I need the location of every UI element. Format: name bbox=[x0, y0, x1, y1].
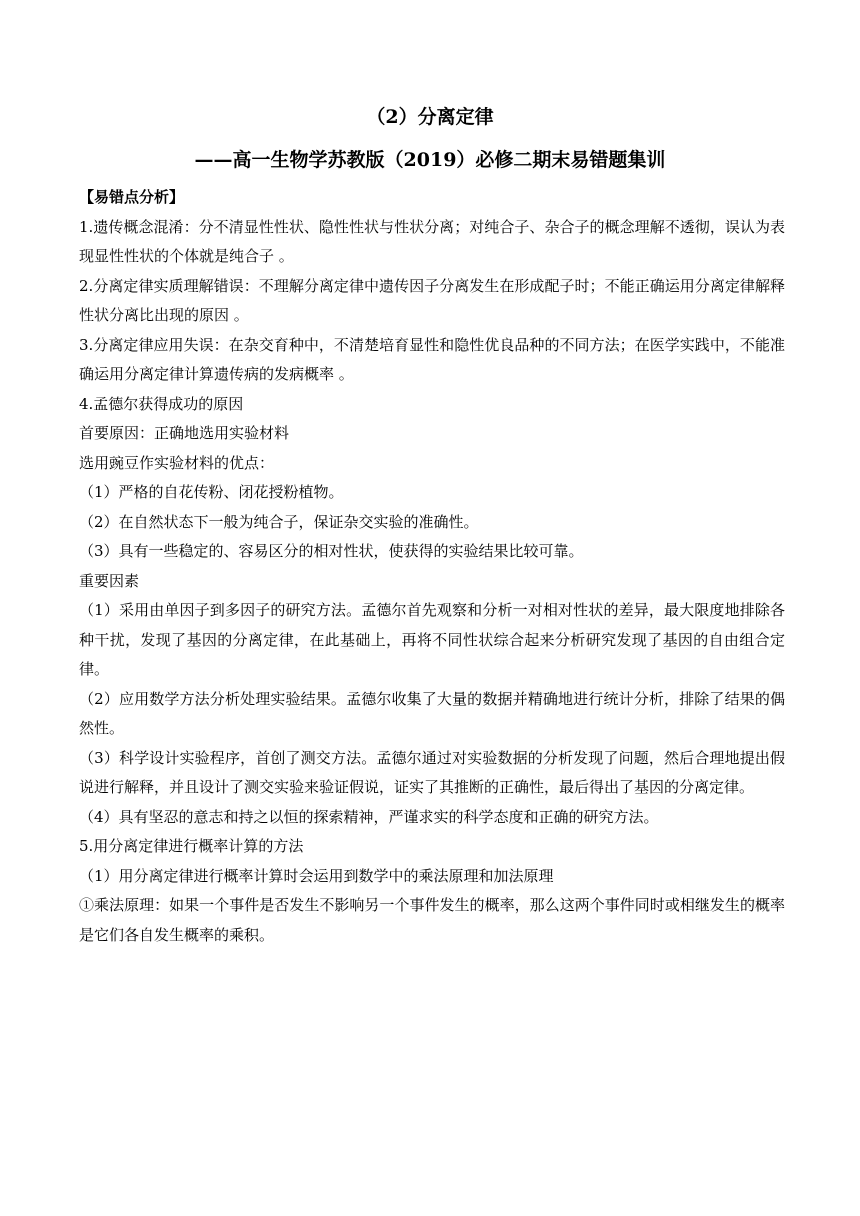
paragraph-3: 3.分离定律应用失误：在杂交育种中，不清楚培育显性和隐性优良品种的不同方法；在医学实践中，不能准确运用分离定律计算遗传病的发病概率 。 bbox=[79, 335, 785, 383]
paragraph-14: （4）具有坚忍的意志和持之以恒的探索精神，严谨求实的科学态度和正确的研究方法。 bbox=[79, 807, 659, 826]
paragraph-8: （2）在自然状态下一般为纯合子，保证杂交实验的准确性。 bbox=[79, 512, 479, 531]
section-heading: 【易错点分析】 bbox=[79, 188, 185, 206]
paragraph-10: 重要因素 bbox=[79, 571, 140, 590]
paragraph-16: （1）用分离定律进行概率计算时会运用到数学中的乘法原理和加法原理 bbox=[79, 866, 554, 885]
paragraph-1: 1.遗传概念混淆：分不清显性性状、隐性性状与性状分离；对纯合子、杂合子的概念理解不透彻，误认为表现显性性状的个体就是纯合子 。 bbox=[79, 217, 785, 265]
paragraph-13: （3）科学设计实验程序，首创了测交方法。孟德尔通过对实验数据的分析发现了问题，然后合理地提出假说进行解释，并且设计了测交实验来验证假说，证实了其推断的正确性，最后得出了基因的分离定律。 bbox=[79, 748, 785, 796]
paragraph-5: 首要原因：正确地选用实验材料 bbox=[79, 424, 290, 442]
paragraph-12: （2）应用数学方法分析处理实验结果。孟德尔收集了大量的数据并精确地进行统计分析，排除了结果的偶然性。 bbox=[79, 689, 785, 737]
paragraph-17: ①乘法原理：如果一个事件是否发生不影响另一个事件发生的概率，那么这两个事件同时或相继发生的概率是它们各自发生概率的乘积。 bbox=[79, 896, 785, 944]
paragraph-4: 4.孟德尔获得成功的原因 bbox=[79, 394, 244, 413]
document-subtitle: ——高一生物学苏教版（2019）必修二期末易错题集训 bbox=[194, 149, 666, 171]
paragraph-7: （1）严格的自花传粉、闭花授粉植物。 bbox=[79, 483, 344, 501]
paragraph-9: （3）具有一些稳定的、容易区分的相对性状，使获得的实验结果比较可靠。 bbox=[79, 542, 584, 560]
paragraph-2: 2.分离定律实质理解错误：不理解分离定律中遗传因子分离发生在形成配子时；不能正确运用分离定律解释性状分离比出现的原因 。 bbox=[79, 276, 785, 324]
document-title: （2）分离定律 bbox=[366, 106, 494, 128]
paragraph-15: 5.用分离定律进行概率计算的方法 bbox=[79, 837, 304, 855]
paragraph-11: （1）采用由单因子到多因子的研究方法。孟德尔首先观察和分析一对相对性状的差异，最大限度地排除各种干扰，发现了基因的分离定律，在此基础上，再将不同性状综合起来分析研究发现了基因的自由组合定律。 bbox=[79, 601, 785, 678]
document-body bbox=[79, 183, 785, 950]
paragraph-6: 选用豌豆作实验材料的优点： bbox=[79, 453, 275, 472]
